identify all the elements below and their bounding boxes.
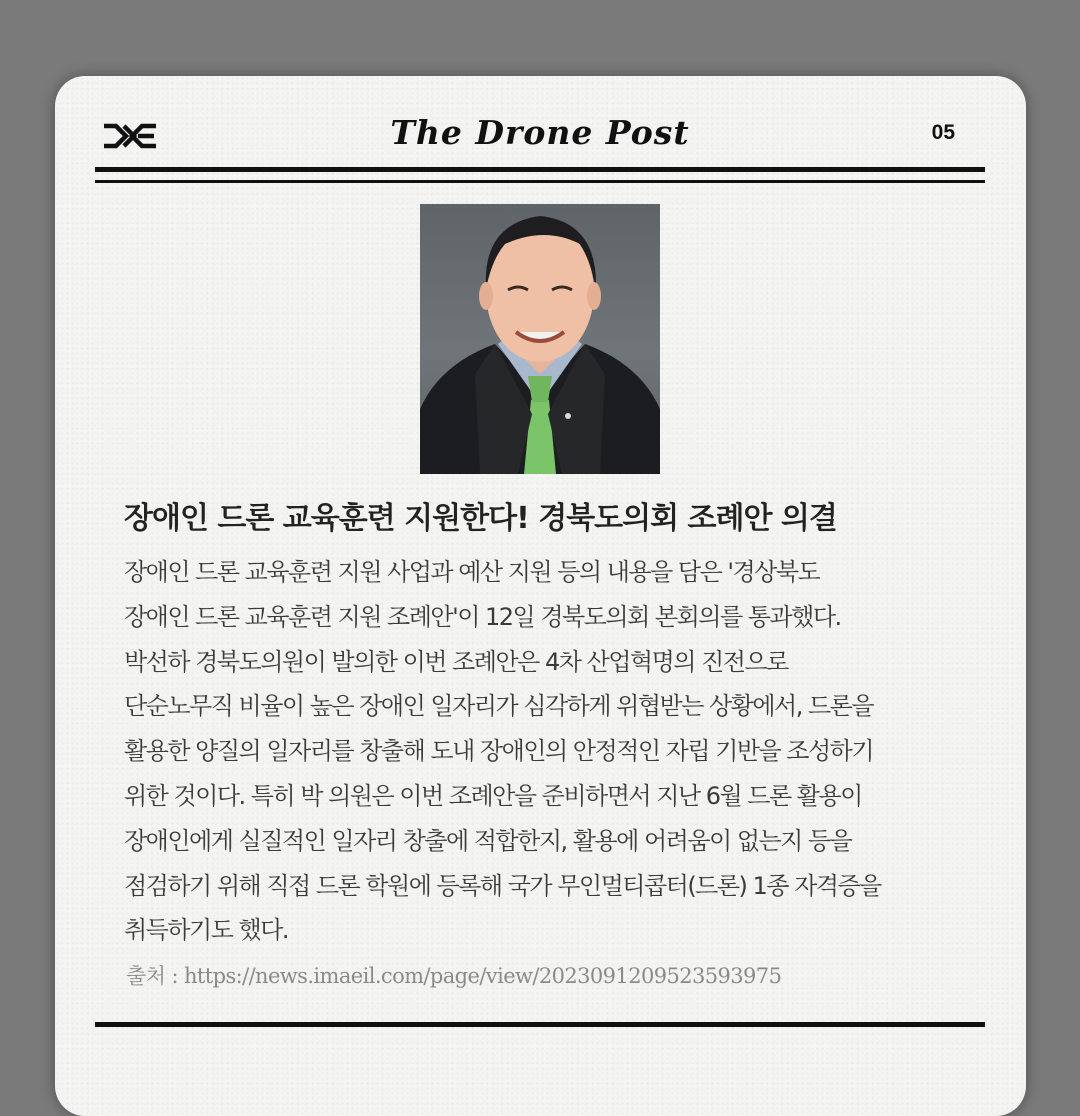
header-divider	[95, 167, 985, 172]
portrait-photo	[420, 204, 660, 474]
body-line: 점검하기 위해 직접 드론 학원에 등록해 국가 무인멀티콥터(드론) 1종 자격증을	[124, 871, 881, 900]
body-line: 장애인 드론 교육훈련 지원 조례안'이 12일 경북도의회 본회의를 통과했다.	[124, 602, 841, 631]
masthead-title: The Drone Post	[390, 113, 690, 152]
body-line: 박선하 경북도의원이 발의한 이번 조례안은 4차 산업혁명의 진전으로	[124, 647, 788, 676]
body-line: 취득하기도 했다.	[124, 916, 289, 945]
body-line: 장애인 드론 교육훈련 지원 사업과 예산 지원 등의 내용을 담은 '경상북도	[124, 558, 820, 586]
article-headline: 장애인 드론 교육훈련 지원한다! 경북도의회 조례안 의결	[124, 501, 837, 536]
body-line: 장애인에게 실질적인 일자리 창출에 적합한지, 활용에 어려움이 없는지 등을	[124, 826, 852, 855]
body-line: 위한 것이다. 특히 박 의원은 이번 조례안을 준비하면서 지난 6월 드론 활용이	[124, 781, 862, 810]
footer-divider	[95, 1022, 985, 1027]
body-line: 활용한 양질의 일자리를 창출해 도내 장애인의 안정적인 자립 기반을 조성하기	[124, 737, 874, 766]
body-line: 단순노무직 비율이 높은 장애인 일자리가 심각하게 위협받는 상황에서, 드론을	[124, 692, 874, 721]
source-citation: 출처 : https://news.imaeil.com/page/view/2023091209523593975	[126, 964, 782, 988]
header-divider-thin	[95, 180, 985, 183]
page-number: 05	[931, 121, 955, 144]
article-body	[124, 550, 974, 953]
